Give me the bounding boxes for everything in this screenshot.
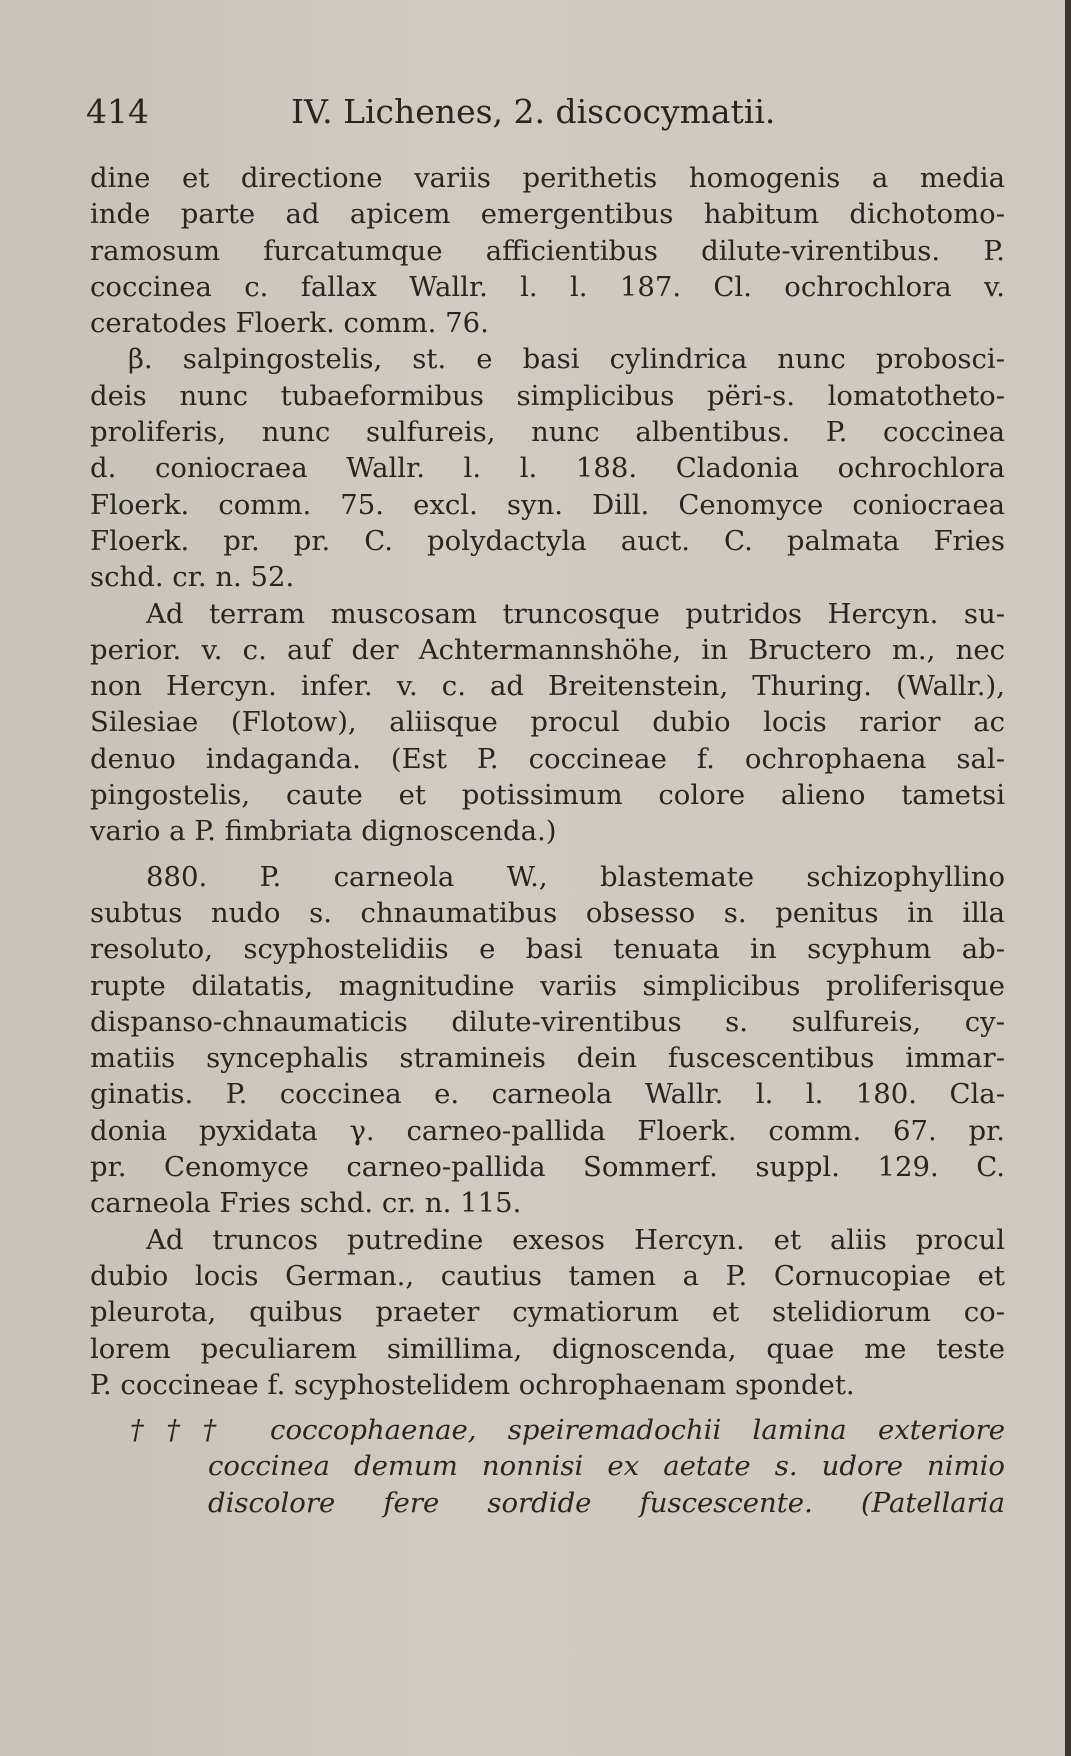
text-line: ceratodes Floerk. comm. 76. <box>90 307 489 340</box>
text-line: ramosum furcatumque afficientibus dilute-virentibus. P. <box>90 234 1005 267</box>
text-line: inde parte ad apicem emergentibus habitum dichotomo- <box>90 198 1005 231</box>
text-line: Silesiae (Flotow), aliisque procul dubio locis rarior ac <box>90 706 1005 739</box>
text-line: rupte dilatatis, magnitudine variis simplicibus proliferisque <box>90 969 1005 1002</box>
text-line: denuo indaganda. (Est P. coccineae f. ochrophaena sal- <box>90 742 1005 775</box>
text-line: lorem peculiarem simillima, dignoscenda, quae me teste <box>90 1332 1005 1365</box>
text-line: ginatis. P. coccinea e. carneola Wallr. l. l. 180. Cla- <box>90 1078 1005 1111</box>
text-line: pr. Cenomyce carneo-pallida Sommerf. suppl. 129. C. <box>90 1151 1005 1184</box>
text-line: Floerk. pr. pr. C. polydactyla auct. C. palmata Fries <box>90 524 1005 557</box>
text-line: discolore fere sordide fuscescente. (Patellaria <box>208 1486 1005 1519</box>
page-header <box>86 92 886 136</box>
text-line: schd. cr. n. 52. <box>90 561 295 594</box>
text-line: β. salpingostelis, st. e basi cylindrica nunc probosci- <box>128 343 1005 376</box>
text-line: 880. P. carneola W., blastemate schizophyllino <box>146 860 1005 893</box>
text-line: dispanso-chnaumaticis dilute-virentibus s. sulfureis, cy- <box>90 1005 1005 1038</box>
text-line: vario a P. fimbriata dignoscenda.) <box>90 815 557 848</box>
text-line: matiis syncephalis stramineis dein fuscescentibus immar- <box>90 1042 1005 1075</box>
text-line: carneola Fries schd. cr. n. 115. <box>90 1187 522 1220</box>
text-line: P. coccineae f. scyphostelidem ochrophaenam spondet. <box>90 1368 855 1401</box>
text-line: donia pyxidata γ. carneo-pallida Floerk. comm. 67. pr. <box>90 1114 1005 1147</box>
text-line: perior. v. c. auf der Achtermannshöhe, in Bructero m., nec <box>90 633 1005 666</box>
text-line: coccinea demum nonnisi ex aetate s. udore nimio <box>208 1450 1005 1483</box>
page-body <box>90 160 1005 1521</box>
paragraph-gap <box>90 850 1005 859</box>
text-line: d. coniocraea Wallr. l. l. 188. Cladonia ochrochlora <box>90 452 1005 485</box>
text-line: pleurota, quibus praeter cymatiorum et stelidiorum co- <box>90 1296 1005 1329</box>
text-line: Ad truncos putredine exesos Hercyn. et aliis procul <box>146 1223 1005 1256</box>
text-line: resoluto, scyphostelidiis e basi tenuata in scyphum ab- <box>90 933 1005 966</box>
text-line: coccinea c. fallax Wallr. l. l. 187. Cl. ochrochlora v. <box>90 270 1005 303</box>
text-line: proliferis, nunc sulfureis, nunc albentibus. P. coccinea <box>90 416 1005 449</box>
text-line: pingostelis, caute et potissimum colore alieno tametsi <box>90 779 1005 812</box>
text-line: ††† coccophaenae, speiremadochii lamina exteriore <box>130 1414 1005 1447</box>
text-line: Ad terram muscosam truncosque putridos Hercyn. su- <box>146 597 1005 630</box>
text-line: deis nunc tubaeformibus simplicibus përi-s. lomatotheto- <box>90 379 1005 412</box>
page-number: 414 <box>86 92 149 131</box>
text-line: dubio locis German., cautius tamen a P. Cornucopiae et <box>90 1259 1005 1292</box>
running-head: IV. Lichenes, 2. discocymatii. <box>291 92 776 131</box>
text-line: dine et directione variis perithetis homogenis a media <box>90 162 1005 194</box>
text-line: subtus nudo s. chnaumatibus obsesso s. penitus in illa <box>90 896 1005 929</box>
text-line: Floerk. comm. 75. excl. syn. Dill. Cenomyce coniocraea <box>90 488 1005 521</box>
page-edge <box>1065 0 1071 1756</box>
paragraph-gap <box>90 1403 1005 1412</box>
text-line: non Hercyn. infer. v. c. ad Breitenstein, Thuring. (Wallr.), <box>90 670 1005 703</box>
